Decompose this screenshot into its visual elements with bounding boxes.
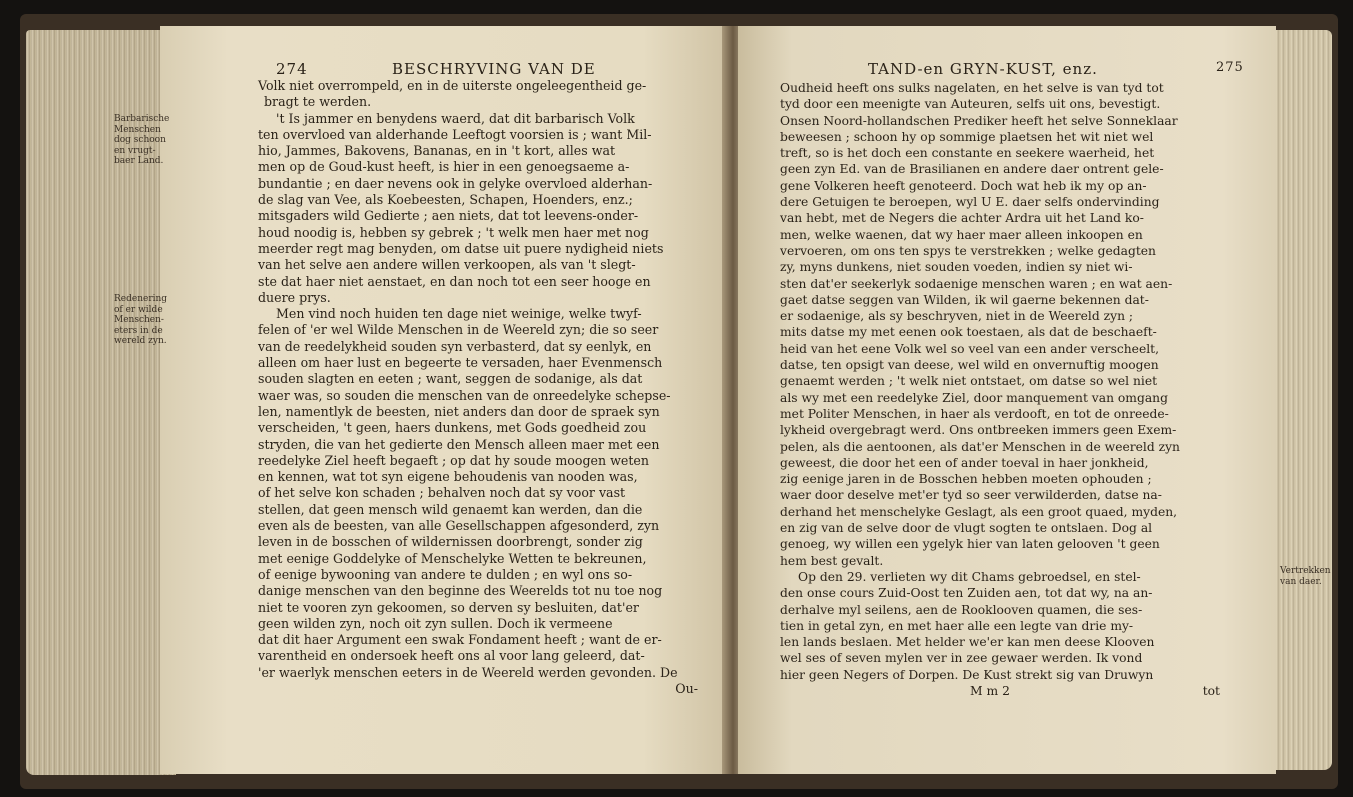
page-edges-right [1270, 30, 1332, 770]
text-line: ste dat haer niet aenstaet, en dan noch tot een seer hooge en [258, 273, 651, 289]
margin-line: Vertrekken [1280, 566, 1331, 576]
text-line: niet te vooren zyn gekoomen, so derven sy besluiten, dat'er [258, 599, 639, 615]
margin-line: dog schoon [114, 135, 166, 145]
text-line: Onsen Noord-hollandschen Prediker heeft het selve Sonneklaar [780, 113, 1178, 128]
text-line: felen of 'er wel Wilde Menschen in de Weereld zyn; die so seer [258, 322, 659, 338]
text-line: wel ses of seven mylen ver in zee gewaer werden. Ik vond [780, 651, 1143, 666]
page-footer [780, 683, 1220, 699]
text-line: van het selve aen andere willen verkoopen, als van 't slegt- [258, 257, 636, 273]
text-line: Op den 29. verlieten wy dit Chams gebroedsel, en stel- [798, 569, 1141, 584]
text-line: geweest, die door het een of ander toeval in haer jonkheid, [780, 455, 1149, 470]
text-line: derhalve myl seilens, aen de Rooklooven quamen, die ses- [780, 602, 1143, 617]
left-page [114, 26, 728, 774]
margin-line: van daer. [1280, 576, 1322, 587]
margin-line: wereld zyn. [114, 336, 167, 346]
text-line: geen zyn Ed. van de Brasilianen en andere daer ontrent gele- [780, 162, 1164, 177]
margin-line: Barbarische [114, 114, 170, 124]
text-line: mitsgaders wild Gedierte ; aen niets, dat tot leevens-onder- [258, 208, 639, 224]
text-line: genoeg, wy willen een ygelyk hier van laten gelooven 't geen [780, 537, 1160, 552]
text-line: beweesen ; schoon hy op sommige plaetsen het wit niet wel [780, 129, 1154, 144]
text-line: houd noodig is, hebben sy gebrek ; 't welk men haer met nog [258, 224, 649, 240]
text-line: Men vind noch huiden ten dage niet weinige, welke twyf- [276, 306, 642, 322]
text-line: en kennen, wat tot syn eigene behoudenis van nooden was, [258, 469, 638, 485]
text-line: heid van het eene Volk wel so veel van een ander verscheelt, [780, 341, 1160, 356]
text-line: waer door deselve met'er tyd so seer verwilderden, datse na- [780, 488, 1162, 503]
text-line: 't Is jammer en benydens waerd, dat dit barbarisch Volk [276, 110, 635, 126]
text-line: duere prys. [258, 289, 331, 305]
text-line: ten overvloed van alderhande Leeftogt voorsien is ; want Mil- [258, 126, 652, 142]
right-page [738, 26, 1276, 774]
text-line: len, namentlyk de beesten, niet anders dan door de spraek syn [258, 403, 660, 419]
margin-line: Redenering [114, 294, 168, 304]
text-line: bundantie ; en daer nevens ook in gelyke overvloed alderhan- [258, 175, 653, 191]
text-line: treft, so is het doch een constante en seekere waerheid, het [780, 146, 1155, 161]
margin-line: en vrugt- [114, 145, 156, 156]
margin-line: Menschen- [114, 315, 164, 325]
text-line: souden slagten en eeten ; want, seggen de sodanige, als dat [258, 371, 643, 387]
text-line: verscheiden, 't geen, haers dunkens, met Gods goedheid zou [258, 420, 647, 436]
right-margin-note [1280, 566, 1331, 587]
signature-mark: M m 2 [970, 683, 1010, 698]
text-line: hio, Jammes, Bakovens, Bananas, en in 't kort, alles wat [258, 143, 616, 159]
text-line: alleen om haer lust en begeerte te versaden, haer Evenmensch [258, 355, 663, 371]
margin-line: eters in de [114, 325, 163, 336]
text-line: gene Volkeren heeft genoteerd. Doch wat heb ik my op an- [780, 178, 1147, 193]
text-line: of eenige bywooning van andere te dulden ; en wyl ons so- [258, 566, 633, 582]
text-line: hier geen Negers of Dorpen. De Kust strekt sig van Druwyn [780, 667, 1154, 682]
text-line: stellen, dat geen mensch wild genaemt kan werden, dan die [258, 501, 643, 517]
text-line: en zig van de selve door de vlugt sogten te ontslaen. Dog al [780, 521, 1153, 536]
text-line: dat dit haer Argument een swak Fondament heeft ; want de er- [258, 632, 662, 648]
left-margin-note-1 [114, 114, 169, 167]
text-line: of het selve kon schaden ; behalven noch dat sy voor vast [258, 485, 626, 501]
text-line: de slag van Vee, als Koebeesten, Schapen, Hoenders, enz.; [258, 192, 633, 208]
left-page-number: 274 [276, 60, 308, 78]
text-line: met eenige Goddelyke of Menschelyke Wetten te bekreunen, [258, 550, 647, 566]
text-line: van de reedelykheid souden syn verbasterd, dat sy eenlyk, en [258, 338, 652, 354]
text-line: tyd door een meenigte van Auteuren, selfs uit ons, bevestigt. [780, 97, 1161, 112]
text-line: waer was, so souden die menschen van de onreedelyke schepse- [258, 387, 671, 403]
catchword: tot [1202, 683, 1220, 698]
left-margin-note-2 [114, 294, 167, 347]
text-line: met Politer Menschen, in haer als verdooft, en tot de onreede- [780, 406, 1169, 421]
text-line: pelen, als die aentoonen, als dat'er Menschen in de weereld zyn [780, 439, 1180, 454]
text-line: derhand het menschelyke Geslagt, als een groot quaed, myden, [780, 504, 1178, 519]
text-line: lykheid overgebragt werd. Ons ontbreeken immers geen Exem- [780, 423, 1177, 438]
text-line: danige menschen van den beginne des Weerelds tot nu toe nog [258, 583, 663, 599]
text-line: zig eenige jaren in de Bosschen hebben moeten ophouden ; [780, 472, 1152, 487]
text-line: stryden, die van het gedierte den Mensch alleen maer met een [258, 436, 660, 452]
text-line: hem best gevalt. [780, 553, 884, 568]
catchword: Ou- [675, 680, 698, 696]
text-line: men, welke waenen, dat wy haer maer alleen inkoopen en [780, 227, 1143, 242]
text-line: reedelyke Ziel heeft begaeft ; op dat hy soude moogen weten [258, 452, 649, 468]
text-line: tien in getal zyn, en met haer alle een legte van drie my- [780, 618, 1134, 633]
left-page-text [258, 78, 698, 697]
text-line: vervoeren, om ons ten spys te verstrekken ; welke gedagten [780, 243, 1156, 258]
right-page-text [780, 80, 1220, 699]
margin-line: Menschen [114, 124, 161, 135]
text-line: 'er waerlyk menschen eeters in de Weereld werden gevonden. De [258, 664, 678, 680]
text-line: meerder regt mag benyden, om datse uit puere nydigheid niets [258, 240, 664, 256]
text-line: genaemt werden ; 't welk niet ontstaet, om datse so wel niet [780, 374, 1158, 389]
text-line: gaet datse seggen van Wilden, ik wil gaerne bekennen dat- [780, 292, 1149, 307]
text-line: leven in de bosschen of wildernissen doorbrengt, sonder zig [258, 534, 643, 550]
text-line: den onse cours Zuid-Oost ten Zuiden aen, tot dat wy, na an- [780, 586, 1153, 601]
text-line: van hebt, met de Negers die achter Ardra uit het Land ko- [780, 211, 1144, 226]
right-page-number: 275 [1216, 60, 1244, 75]
right-running-head: TAND-en GRYN-KUST, enz. [868, 60, 1098, 78]
text-line: len lands beslaen. Met helder we'er kan men deese Klooven [780, 635, 1155, 650]
text-line: er sodaenige, als sy beschryven, niet in de Weereld zyn ; [780, 309, 1134, 324]
text-line: men op de Goud-kust heeft, is hier in een genoegsaeme a- [258, 159, 630, 175]
margin-line: of er wilde [114, 304, 163, 315]
text-line: sten dat'er seekerlyk sodaenige menschen waren ; en wat aen- [780, 276, 1173, 291]
text-line: Oudheid heeft ons sulks nagelaten, en het selve is van tyd tot [780, 81, 1164, 95]
text-line: Volk niet overrompeld, en in de uiterste ongeleegentheid ge- [258, 78, 647, 93]
text-line: mits datse my met eenen ook toestaen, als dat de beschaeft- [780, 325, 1157, 340]
text-line: zy, myns dunkens, niet souden voeden, indien sy niet wi- [780, 260, 1133, 275]
margin-line: baer Land. [114, 156, 164, 166]
text-line: geen wilden zyn, noch oit zyn sullen. Doch ik vermeene [258, 615, 613, 631]
text-line: varentheid en ondersoek heeft ons al voor lang geleerd, dat- [258, 648, 645, 664]
text-line: bragt te werden. [264, 94, 372, 110]
text-line: dere Getuigen te beroepen, wyl U E. daer selfs ondervinding [780, 195, 1160, 210]
text-line: als wy met een reedelyke Ziel, door manquement van omgang [780, 390, 1168, 405]
text-line: datse, ten opsigt van deese, wel wild en onvernuftig moogen [780, 358, 1159, 373]
text-line: even als de beesten, van alle Gesellschappen afgesonderd, zyn [258, 518, 660, 534]
left-running-head: BESCHRYVING VAN DE [392, 60, 596, 78]
